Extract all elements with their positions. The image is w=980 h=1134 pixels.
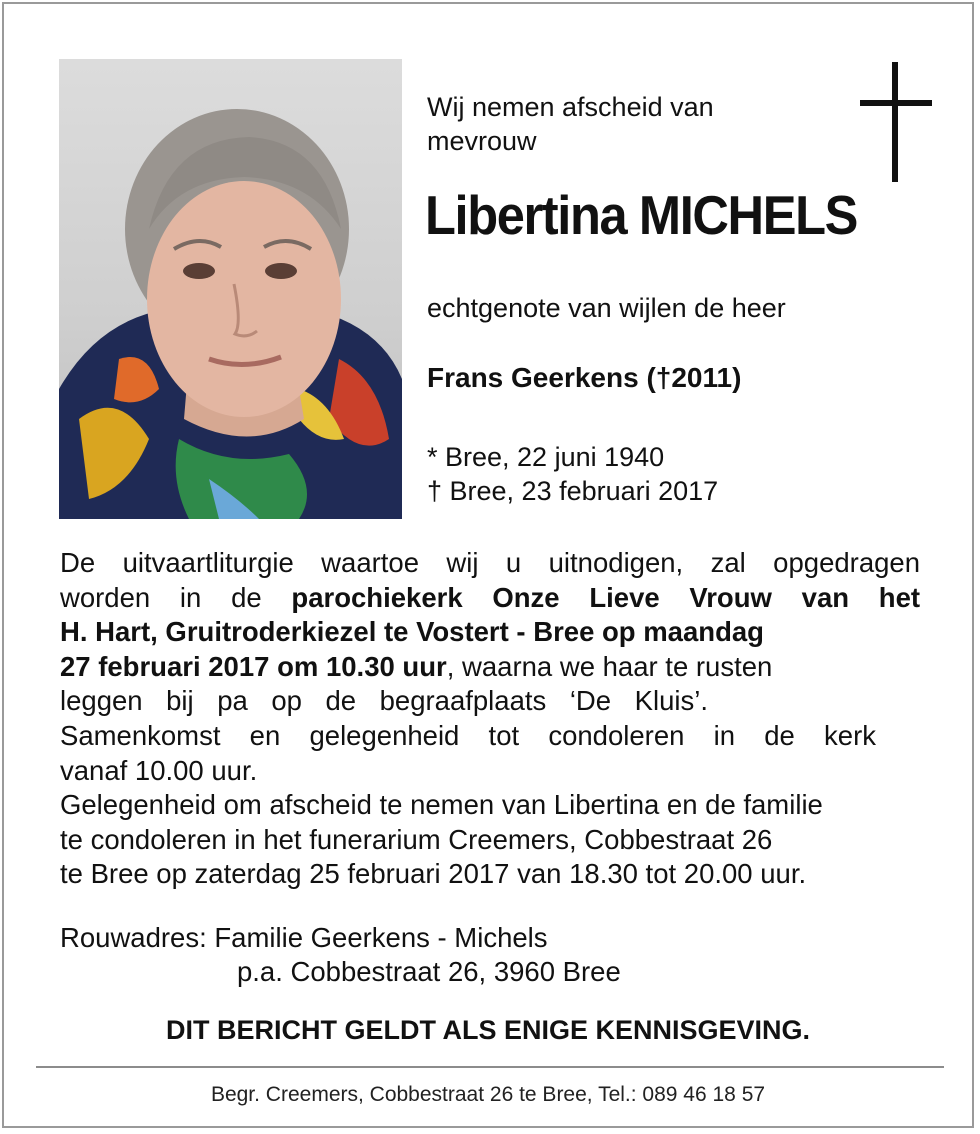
body-line-4	[60, 650, 920, 685]
cross-icon	[858, 62, 934, 182]
spouse-intro: echtgenote van wijlen de heer	[427, 293, 786, 323]
body-line-2	[60, 581, 920, 616]
portrait-photo	[59, 59, 402, 519]
death-line: † Bree, 23 februari 2017	[427, 476, 719, 506]
body-line-5: leggen bij pa op de begraafplaats ‘De Kluis’.	[60, 685, 708, 717]
funeral-details	[60, 546, 920, 892]
body-line-3	[60, 615, 920, 650]
mourning-address-line-1: Rouwadres: Familie Geerkens - Michels	[60, 922, 548, 953]
intro-text	[427, 90, 714, 158]
spouse-name: Frans Geerkens (†2011)	[427, 362, 742, 393]
body-line-9: te condoleren in het funerarium Creemers, Cobbestraat 26	[60, 823, 773, 855]
intro-line-2: mevrouw	[427, 126, 537, 156]
closing-statement: DIT BERICHT GELDT ALS ENIGE KENNISGEVING.	[165, 1015, 811, 1045]
body-line-6: Samenkomst en gelegenheid tot condoleren in de kerk	[60, 719, 876, 751]
deceased-name: Libertina MICHELS	[425, 184, 857, 246]
intro-line-1: Wij nemen afscheid van	[427, 92, 714, 122]
service-datetime: 27 februari 2017 om 10.30 uur	[60, 650, 447, 682]
body-line-1: De uitvaartliturgie waartoe wij u uitnodigen, zal opgedragen	[60, 547, 920, 578]
body-line-2-plain: worden in de	[60, 581, 262, 613]
body-line-10: te Bree op zaterdag 25 februari 2017 van 18.30 tot 20.00 uur.	[60, 858, 807, 890]
body-line-4-rest: , waarna we haar te rusten	[446, 650, 773, 682]
mourning-address-line-2: p.a. Cobbestraat 26, 3960 Bree	[237, 956, 621, 987]
divider	[36, 1066, 944, 1068]
body-line-8: Gelegenheid om afscheid te nemen van Libertina en de familie	[60, 789, 823, 821]
birth-line: * Bree, 22 juni 1940	[427, 442, 665, 472]
church-address: H. Hart, Gruitroderkiezel te Vostert - Bree op maandag	[60, 616, 764, 648]
undertaker-footer: Begr. Creemers, Cobbestraat 26 te Bree, Tel.: 089 46 18 57	[210, 1083, 766, 1106]
church-name: parochiekerk Onze Lieve Vrouw van het	[291, 581, 921, 613]
body-line-7: vanaf 10.00 uur.	[60, 754, 258, 786]
